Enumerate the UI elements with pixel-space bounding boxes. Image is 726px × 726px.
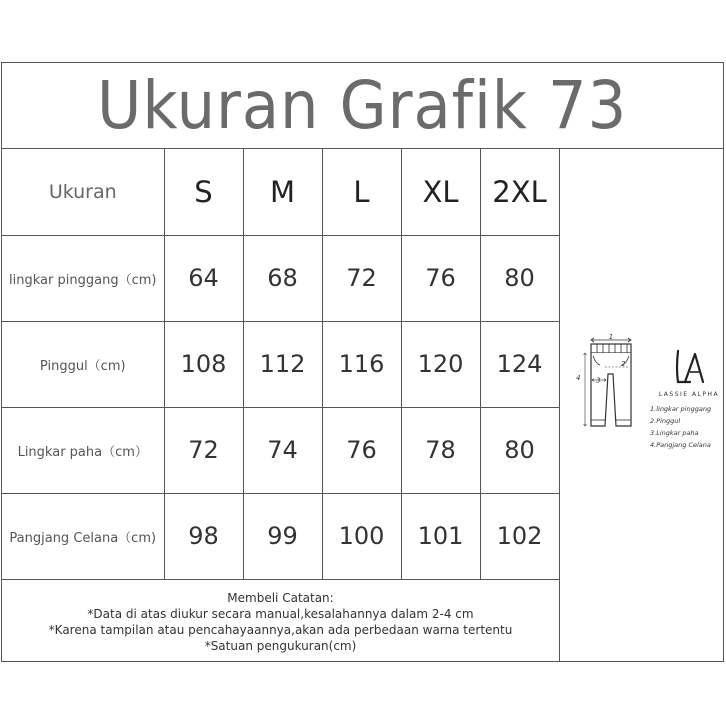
table-row xyxy=(2,407,559,493)
table-cell: 101 xyxy=(401,493,480,579)
diagram-legend xyxy=(650,403,711,451)
brand-logo-icon xyxy=(672,349,706,385)
table-cell: 64 xyxy=(164,235,243,321)
table-cell: 72 xyxy=(322,235,401,321)
marker-4: 4 xyxy=(576,374,581,382)
table-cell: 80 xyxy=(480,235,559,321)
size-header-s: S xyxy=(164,149,243,235)
note-line: *Satuan pengukuran(cm) xyxy=(204,638,357,653)
table-header-row xyxy=(2,149,559,235)
table-cell: 98 xyxy=(164,493,243,579)
title-row xyxy=(2,63,723,149)
size-header-m: M xyxy=(243,149,322,235)
row-label-waist: lingkar pinggang（cm) xyxy=(2,235,164,321)
marker-3: 3 xyxy=(596,376,601,385)
table-cell: 120 xyxy=(401,321,480,407)
table-row xyxy=(2,321,559,407)
table-cell: 72 xyxy=(164,407,243,493)
size-table xyxy=(2,149,560,580)
size-header-2xl: 2XL xyxy=(480,149,559,235)
brand-name: LASSIE ALPHA xyxy=(658,391,720,398)
table-cell: 108 xyxy=(164,321,243,407)
marker-2: 2 xyxy=(621,360,626,368)
brand-logo xyxy=(656,349,722,398)
table-cell: 112 xyxy=(243,321,322,407)
header-label: Ukuran xyxy=(2,149,164,235)
note-line: *Karena tampilan atau pencahayaannya,akan ada perbedaan warna tertentu xyxy=(48,622,513,637)
table-cell: 102 xyxy=(480,493,559,579)
legend-item: 3.Lingkar paha xyxy=(650,429,699,437)
note-line: *Data di atas diukur secara manual,kesalahannya dalam 2-4 cm xyxy=(87,606,474,621)
size-header-xl: XL xyxy=(401,149,480,235)
marker-1: 1 xyxy=(608,334,614,341)
table-cell: 74 xyxy=(243,407,322,493)
table-cell: 99 xyxy=(243,493,322,579)
size-chart-frame xyxy=(1,62,724,662)
row-label-hip: Pinggul（cm) xyxy=(2,321,164,407)
table-cell: 124 xyxy=(480,321,559,407)
table-cell: 78 xyxy=(401,407,480,493)
diagram-column xyxy=(559,149,724,661)
table-cell: 68 xyxy=(243,235,322,321)
notes-section xyxy=(2,579,559,663)
table-row xyxy=(2,235,559,321)
row-label-thigh: Lingkar paha（cm） xyxy=(2,407,164,493)
table-cell: 80 xyxy=(480,407,559,493)
pants-diagram-icon xyxy=(575,334,645,434)
table-cell: 76 xyxy=(401,235,480,321)
legend-item: 1.lingkar pinggang xyxy=(650,405,712,413)
table-cell: 76 xyxy=(322,407,401,493)
table-row xyxy=(2,493,559,579)
page-title: Ukuran Grafik 73 xyxy=(97,66,628,144)
row-label-length: Pangjang Celana（cm) xyxy=(2,493,164,579)
legend-item: 4.Pangjang Celana xyxy=(650,441,711,449)
table-cell: 100 xyxy=(322,493,401,579)
notes-heading: Membeli Catatan: xyxy=(227,590,334,605)
table-cell: 116 xyxy=(322,321,401,407)
legend-item: 2.Pinggul xyxy=(650,417,681,425)
size-header-l: L xyxy=(322,149,401,235)
